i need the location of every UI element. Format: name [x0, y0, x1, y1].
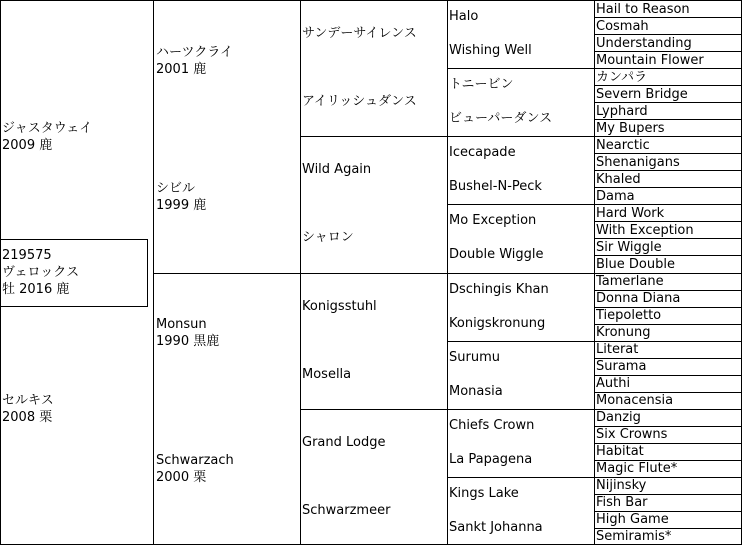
- gen5-cell-15: Blue Double: [596, 257, 675, 272]
- gen5-cell-9: Shenanigans: [596, 155, 680, 170]
- gen5-cell-7: My Bupers: [596, 121, 665, 136]
- gen5-cell-31: Semiramis*: [596, 529, 672, 544]
- gen5-cell-20: Literat: [596, 342, 639, 357]
- gen2-info-3: 2000 栗: [156, 470, 207, 485]
- gen5-cell-25: Six Crowns: [596, 427, 668, 442]
- gen5-cell-12: Hard Work: [596, 206, 665, 221]
- gen4-cell-14: Kings Lake: [449, 486, 519, 501]
- gen4-cell-13: La Papagena: [449, 452, 533, 467]
- gen3-cell-1: アイリッシュダンス: [302, 94, 417, 109]
- dam-name: セルキス: [2, 393, 54, 408]
- gen3-cell-0: サンデーサイレンス: [302, 26, 417, 41]
- subject-info: 牡 2016 鹿: [2, 282, 70, 297]
- gen5-cell-24: Danzig: [596, 410, 641, 425]
- gen5-cell-0: Hail to Reason: [596, 2, 690, 17]
- gen5-cell-1: Cosmah: [596, 19, 649, 34]
- gen2-info-2: 1990 黒鹿: [156, 334, 220, 349]
- gen5-cell-21: Surama: [596, 359, 647, 374]
- gen5-cell-30: High Game: [596, 512, 669, 527]
- gen4-cell-6: Mo Exception: [449, 213, 537, 228]
- gen4-cell-12: Chiefs Crown: [449, 418, 535, 433]
- gen3-cell-6: Grand Lodge: [302, 435, 386, 450]
- gen4-cell-1: Wishing Well: [449, 43, 532, 58]
- gen3-cell-2: Wild Again: [302, 162, 372, 177]
- subject-id: 219575: [2, 248, 52, 263]
- gen3-cell-4: Konigsstuhl: [302, 299, 377, 314]
- sire-info: 2009 鹿: [2, 138, 53, 153]
- gen3-cell-5: Mosella: [302, 367, 352, 382]
- gen4-cell-9: Konigskronung: [449, 316, 546, 331]
- border-left: [0, 0, 1, 545]
- subject-name: ヴェロックス: [2, 265, 80, 280]
- gen5-cell-8: Nearctic: [596, 138, 650, 153]
- gen4-cell-4: Icecapade: [449, 145, 516, 160]
- subject-box-bottom: [0, 306, 148, 307]
- gen4-cell-5: Bushel-N-Peck: [449, 179, 542, 194]
- gen5-cell-22: Authi: [596, 376, 631, 391]
- subject-box-top: [0, 239, 148, 240]
- gen4-cell-7: Double Wiggle: [449, 247, 544, 262]
- gen2-info-1: 1999 鹿: [156, 198, 207, 213]
- gen5-cell-19: Kronung: [596, 325, 651, 340]
- gen5-cell-13: With Exception: [596, 223, 694, 238]
- gen3-cell-3: シャロン: [302, 230, 354, 245]
- gen5-cell-29: Fish Bar: [596, 495, 648, 510]
- gen4-cell-3: ビューパーダンス: [449, 111, 553, 126]
- gen2-name-3: Schwarzach: [156, 453, 234, 468]
- subject-box-right: [147, 239, 148, 307]
- gen5-cell-4: カンパラ: [596, 70, 648, 85]
- gen2-name-0: ハーツクライ: [156, 45, 233, 60]
- gen5-cell-11: Dama: [596, 189, 635, 204]
- gen5-cell-18: Tiepoletto: [596, 308, 662, 323]
- gen4-cell-10: Surumu: [449, 350, 500, 365]
- gen2-name-1: シビル: [156, 181, 196, 196]
- gen5-cell-16: Tamerlane: [596, 274, 664, 289]
- gen5-cell-14: Sir Wiggle: [596, 240, 662, 255]
- gen5-cell-27: Magic Flute*: [596, 461, 678, 476]
- gen3-cell-7: Schwarzmeer: [302, 503, 391, 518]
- gen5-cell-26: Habitat: [596, 444, 644, 459]
- gen5-cell-6: Lyphard: [596, 104, 648, 119]
- gen5-cell-5: Severn Bridge: [596, 87, 688, 102]
- gen4-cell-0: Halo: [449, 9, 479, 24]
- sire-name: ジャスタウェイ: [2, 121, 93, 136]
- gen4-cell-11: Monasia: [449, 384, 503, 399]
- gen2-info-0: 2001 鹿: [156, 62, 207, 77]
- gen4-cell-2: トニービン: [449, 77, 514, 92]
- gen4-cell-15: Sankt Johanna: [449, 520, 543, 535]
- gen4-cell-8: Dschingis Khan: [449, 282, 549, 297]
- dam-info: 2008 栗: [2, 410, 53, 425]
- gen5-cell-10: Khaled: [596, 172, 641, 187]
- gen5-cell-2: Understanding: [596, 36, 692, 51]
- gen5-cell-23: Monacensia: [596, 393, 674, 408]
- gen5-cell-28: Nijinsky: [596, 478, 647, 493]
- gen5-cell-17: Donna Diana: [596, 291, 681, 306]
- gen2-name-2: Monsun: [156, 317, 207, 332]
- gen5-cell-3: Mountain Flower: [596, 53, 704, 68]
